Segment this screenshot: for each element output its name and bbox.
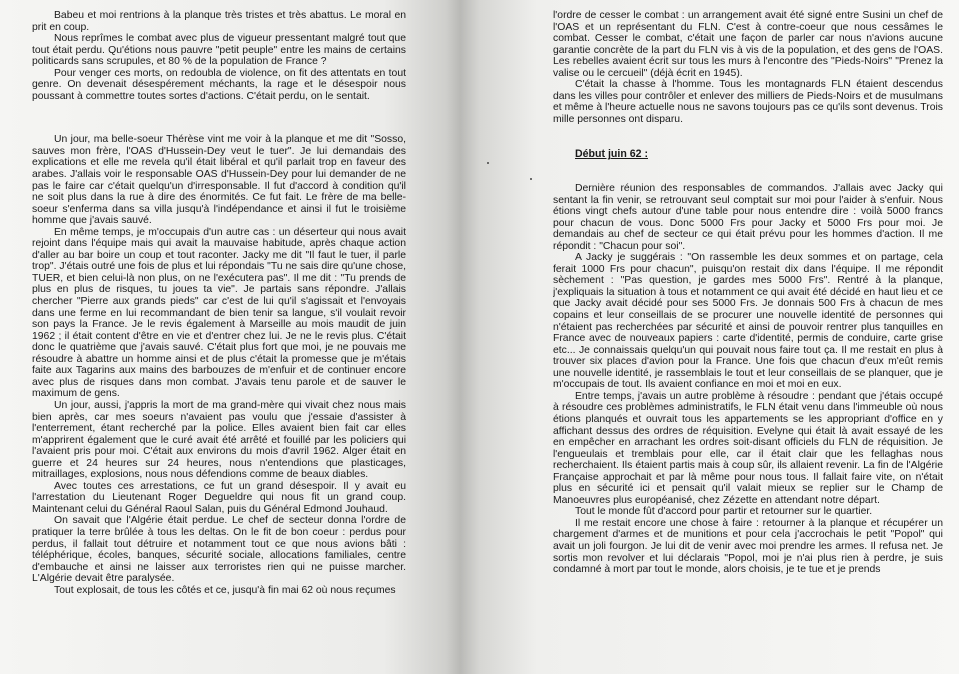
left-block-1 bbox=[32, 10, 406, 102]
paragraph: Entre temps, j'avais un autre problème à résoudre : pendant que j'étais occupé à résoudre ces problèmes administratifs, le FLN était venu dans l'immeuble où nous étions planqués et ouvrait tous les appartements se les appropriant d'office en y affichant dessus des ordres de réquisition. Evelyne qui était là avait essayé de les en empêcher en arrachant les ordres soit-disant officiels du FLN de réquisition. Je l'engueulais et tremblais pour elle, car il était clair que les fellaghas nous recherchaient. Ils étaient partis mais à coup sûr, ils allaient revenir. La fin de l'Algérie Française approchait et par là même pour nous tous. Il fallait faire vite, on n'était plus en sécurité ici et pensait qu'il valait mieux se replier sur le Champ de Manoeuvres plus européanisé, chez Zézette en attendant notre départ. bbox=[553, 390, 943, 506]
paragraph: A Jacky je suggérais : "On rassemble les deux sommes et on partage, cela ferait 1000 Frs pour chacun", puisqu'on restait dix dans l'équipe. Il me répondit sèchement : "Pas question, je gardes mes 5000 Frs". Rentré à la planque, j'expliquais la situation à tous et notamment ce qui avait été décidé en haut lieu et ce que Jacky avait décidé pour ses 5000 Frs. Je donnais 500 Frs à chacun de mes copains et leur conseillais de se procurer une nouvelle identité de personnes qui n'étaient pas recherchées par sécurité et ainsi de pouvoir rentrer plus tanquilles en France avec de nouveaux papiers : carte d'identité, permis de conduire, carte grise etc... Je connaissais quelqu'un qui pouvait nous faire tout ça. Il me restait en plus à trouver six places d'avion pour la France. Une fois que chacun d'eux m'eût remis une nouvelle identité, je rassemblais le tout et leur conseillais de se planquer, que je m'occupais de tout. Ils avaient confiance en moi et moi en eux. bbox=[553, 252, 943, 391]
paragraph: En même temps, je m'occupais d'un autre cas : un déserteur qui nous avait rejoint dans l'équipe mais qui avait la mauvaise habitude, après chaque action d'aller au bar boire un coup et tout raconter. Jacky me dit "Il faut le tuer, il parle trop". J'étais outré une fois de plus et lui répondais "Tu ne sais dire qu'une chose, TUER, et bien celui-là non plus, on ne l'exécutera pas". Il me dit : "Tu prends de plus en plus de risques, tu joues ta vie". Je partais sans répondre. J'allais chercher "Pierre aux grands pieds" car c'est de lui qu'il s'agissait et l'envoyais dans une ferme en lui recommandant de bien tenir sa langue, s'il voulait revoir son pays la France. Je le revis également à Marseille au mois maudit de juin 1962 ; il était content d'être en vie et d'entrer chez lui. Je ne le revis plus. C'était donc le quatrième que j'avais sauvé. C'était plus fort que moi, je ne pouvais me résoudre à abattre un homme ainsi et de plus c'était la promesse que je m'étais faite aux Tagarins aux mains des barbouzes de m'enfuir et de continuer encore avec plus de risques dans mon combat. J'avais tenu parole et de sauver le maximum de gens. bbox=[32, 226, 406, 400]
right-block-2 bbox=[553, 183, 943, 576]
paragraph: Tout explosait, de tous les côtés et ce, jusqu'à fin mai 62 où nous reçumes bbox=[54, 584, 396, 596]
scan-speck bbox=[487, 162, 489, 164]
paragraph: Un jour, ma belle-soeur Thérèse vint me voir à la planque et me dit "Sosso, sauves mon frère, l'OAS d'Hussein-Dey veut le tuer". Je lui demandais des explications et elle me revela qu'il était libéral et qu'il parlait trop en faveur des arabes. J'allais voir le responsable OAS d'Hussein-Dey pour lui demander de ne pas le faire car c'était quelqu'un d'irresponsable. Il fut d'accord à condition qu'il ne soit plus dans la rue à dire des énormités. Ce fut fait. Le frère de ma belle-soeur s'enferma dans sa villa jusqu'à l'indépendance et ainsi il fut le troisième homme que j'avais sauvé. bbox=[32, 134, 406, 227]
paragraph: Il me restait encore une chose à faire : retourner à la planque et récupérer un chargement d'armes et de munitions et pour cela j'accrochais le petit "Popol" qui avait un joli fourgon. Je lui dit de venir avec moi prendre les armes. Il refusa net. Je sortis mon revolver et lui déclarais "Popol, moi je n'ai plus rien à perdre, je suis condamné à mort par tout le monde, alors choisis, je te tue et je prends bbox=[553, 517, 943, 576]
paragraph: Nous reprîmes le combat avec plus de vigueur pressentant malgré tout que tout était perdu. Qu'étions nous pauvre "petit peuple" entre les mains de certains politicards sans scrupules, et 80 % de la population de France ? bbox=[32, 33, 406, 68]
paragraph: Babeu et moi rentrions à la planque très tristes et très abattus. Le moral en prit en coup. bbox=[32, 10, 406, 33]
paragraph: Tout le monde fût d'accord pour partir et retourner sur le quartier. bbox=[575, 506, 873, 518]
paragraph: C'était la chasse à l'homme. Tous les montagnards FLN étaient descendus dans les villes pour contrôler et enlever des milliers de Pieds-Noirs et de musulmans et même à l'heure actuelle nous ne savons toujours pas ce qu'ils sont devenus. Trois mille personnes ont disparu. bbox=[553, 79, 943, 125]
right-page bbox=[553, 10, 943, 684]
right-block-1 bbox=[553, 10, 943, 125]
left-block-2 bbox=[32, 134, 406, 596]
paragraph: Dernière réunion des responsables de commandos. J'allais avec Jacky qui sentant la fin venir, se retrouvant seul comptait sur moi pour l'aider à s'enfuir. Nous étions vingt chefs autour d'une table pour nous entendre dire : voilà 5000 francs pour chacun de vous. Donc 5000 Frs pour Jacky et 5000 Frs pour moi. Je demandais au chef de secteur ce qui était prévu pour les hommes d'action. Il me répondit : "Chacun pour soi". bbox=[553, 183, 943, 252]
section-gap bbox=[553, 125, 943, 149]
paragraph: Un jour, aussi, j'appris la mort de ma grand-mère qui vivait chez nous mais bien après, car mes soeurs n'avaient pas voulu que j'essaie d'assister à l'enterrement, étant recherché par la police. Elles avaient bien fait car elles m'apprirent également que le curé avait été arrêté et fouillé par les policiers qui l'avaient pris pour moi. C'était aux environs du mois d'avril 1962. Alger était en guerre et 24 heures sur 24 heures, nous n'entendions que plasticages, mitraillages, explosions, nous nous défendions comme de beaux diables. bbox=[32, 399, 406, 481]
section-heading: Début juin 62 : bbox=[575, 148, 648, 161]
paragraph: On savait que l'Algérie était perdue. Le chef de secteur donna l'ordre de pratiquer la terre brûlée à tous les deltas. On le fit de bon coeur : perdus pour perdus, il fallait tout détruire et notamment tout ce que nous avions bâti : téléphérique, écoles, banques, sécurité sociale, allocations familiales, centre d'embauche et ainsi ne laisser aux terroristes rien qui ne puisse marcher. L'Algérie devait être paralysée. bbox=[32, 515, 406, 585]
left-page bbox=[32, 10, 406, 684]
paragraph: Pour venger ces morts, on redoubla de violence, on fit des attentats en tout genre. On devenait désespérement méchants, la rage et le désespoir nous poussant à commettre toutes sortes d'actions. C'était perdu, on le sentait. bbox=[32, 67, 406, 102]
paragraph: Avec toutes ces arrestations, ce fut un grand désespoir. Il y avait eu l'arrestation du Lieutenant Roger Degueldre qui nous fit un grand coup. Maintenant celui du Général Raoul Salan, puis du Général Edmond Jouhaud. bbox=[32, 480, 406, 515]
paragraph: l'ordre de cesser le combat : un arrangement avait été signé entre Susini un chef de l'OAS et un représentant du FLN. C'est à contre-coeur que nous cessâmes le combat. Cesser le combat, c'était une façon de parler car nous n'avions aucune garantie concrète de la part du FLN vis à vis de la population, et des gens de l'OAS. Les rebelles avaient écrit sur tous les murs à l'encontre des "Pieds-Noirs" "Prenez la valise ou le cercueil" (déjà écrit en 1945). bbox=[553, 10, 943, 79]
scan-speck bbox=[530, 178, 532, 180]
section-gap bbox=[553, 171, 943, 183]
section-gap bbox=[32, 102, 406, 134]
